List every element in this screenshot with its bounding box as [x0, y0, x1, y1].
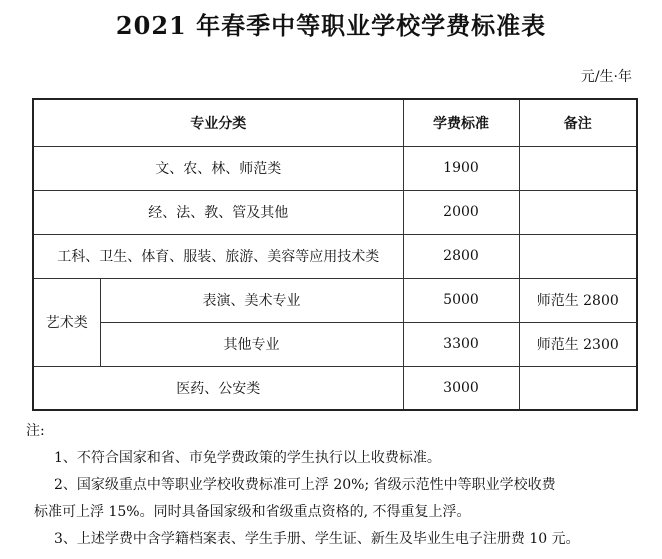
- category-cell: 经、法、教、管及其他: [33, 190, 403, 234]
- note-item-2-continued: 标准可上浮 15%。同时具备国家级和省级重点资格的, 不得重复上浮。: [34, 504, 471, 520]
- notes-section: [26, 418, 646, 553]
- note-item-1: 1、不符合国家和省、市免学费政策的学生执行以上收费标准。: [54, 450, 441, 466]
- category-cell: 医药、公安类: [33, 366, 403, 410]
- fee-cell: 2000: [403, 190, 519, 234]
- note-item-2: 2、国家级重点中等职业学校收费标准可上浮 20%; 省级示范性中等职业学校收费: [54, 477, 556, 493]
- group-cell-art: 艺术类: [33, 278, 100, 366]
- page-title: 2021 年春季中等职业学校学费标准表: [115, 11, 547, 40]
- header-category: 专业分类: [33, 99, 403, 146]
- category-cell: 工科、卫生、体育、服装、旅游、美容等应用技术类: [33, 234, 403, 278]
- note-cell: [519, 366, 637, 410]
- note-cell: [519, 190, 637, 234]
- table-row: [33, 322, 637, 366]
- category-cell: 表演、美术专业: [100, 278, 403, 322]
- note-cell: 师范生 2300: [519, 322, 637, 366]
- category-cell: 其他专业: [100, 322, 403, 366]
- table-row: [33, 234, 637, 278]
- fee-cell: 2800: [403, 234, 519, 278]
- table-row: [33, 366, 637, 410]
- table-row: [33, 190, 637, 234]
- table-header-row: [33, 99, 637, 146]
- note-cell: [519, 146, 637, 190]
- notes-label: 注:: [26, 423, 45, 439]
- fee-table: [32, 98, 638, 411]
- unit-label: 元/生·年: [580, 69, 632, 85]
- table-row: [33, 146, 637, 190]
- header-fee: 学费标准: [403, 99, 519, 146]
- header-note: 备注: [519, 99, 637, 146]
- fee-cell: 3000: [403, 366, 519, 410]
- table-row: [33, 278, 637, 322]
- note-cell: 师范生 2800: [519, 278, 637, 322]
- note-item-3: 3、上述学费中含学籍档案表、学生手册、学生证、新生及毕业生电子注册费 10 元。: [54, 531, 580, 547]
- category-cell: 文、农、林、师范类: [33, 146, 403, 190]
- fee-cell: 5000: [403, 278, 519, 322]
- fee-cell: 3300: [403, 322, 519, 366]
- note-cell: [519, 234, 637, 278]
- fee-cell: 1900: [403, 146, 519, 190]
